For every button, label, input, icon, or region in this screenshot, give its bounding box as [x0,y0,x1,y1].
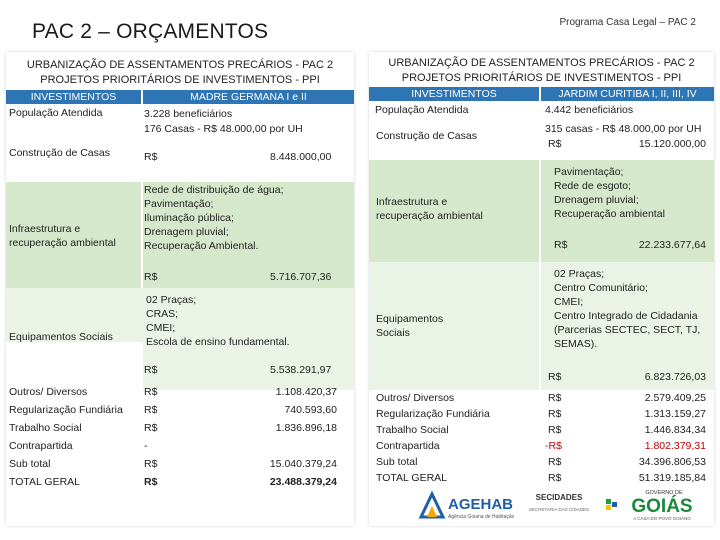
infra-item: Pavimentação; [554,166,624,178]
agehab-logo [418,489,514,521]
infra-item: Drenagem pluvial; [144,226,229,238]
summary-currency-contrapartida: - [144,440,148,452]
summary-label-outros: Outros/ Diversos [376,392,455,404]
col-header-invest: INVESTIMENTOS [411,88,497,100]
summary-value-regularizacao: 1.313.159,27 [644,408,706,420]
summary-currency-subtotal: R$ [144,458,158,470]
summary-currency-subtotal: R$ [548,456,562,468]
equip-item: SEMAS). [554,338,598,350]
goias-logo-governo: GOVERNO DE [645,490,683,496]
pop-label: População Atendida [375,104,469,116]
summary-currency-total: R$ [144,476,158,488]
summary-currency-outros: R$ [144,386,158,398]
infra-item: Recuperação Ambiental. [144,240,259,252]
col-header-invest: INVESTIMENTOS [30,91,117,103]
infra-item: Rede de distribuição de água; [144,184,284,196]
infra-label-1: Infraestrutura e [9,223,81,235]
summary-label-regularizacao: Regularização Fundiária [9,404,123,416]
program-name: Programa Casa Legal – PAC 2 [559,17,696,28]
houses-currency: R$ [548,138,562,150]
houses-desc: 176 Casas - R$ 48.000,00 por UH [144,123,303,135]
agehab-logo-subtitle: Agência Goiana de Habitação [448,514,514,520]
pop-value: 4.442 beneficiários [545,104,634,116]
summary-currency-regularizacao: R$ [144,404,158,416]
goias-logo-text: GOIÁS [631,496,693,517]
equip-label-2: Sociais [376,327,410,339]
summary-value-total: 23.488.379,24 [269,476,337,488]
secidades-logo-subtitle: SECRETARIA DAS CIDADES [529,507,589,512]
equip-items [554,267,700,351]
secidades-logo [524,491,594,519]
summary-currency-outros: R$ [548,392,562,404]
equip-item: CMEI; [146,322,176,334]
equip-item: Centro Integrado de Cidadania [554,310,698,322]
infra-value: 5.716.707,36 [270,271,332,283]
col-header-project: MADRE GERMANA I e II [190,91,307,103]
summary-currency-regularizacao: R$ [548,408,562,420]
equip-value: 5.538.291,97 [270,364,332,376]
summary-label-trabalho: Trabalho Social [9,422,82,434]
summary-value-total: 51.319.185,84 [638,472,706,484]
col-header-project: JARDIM CURITIBA I, II, III, IV [558,88,697,100]
secidades-logo-text: SECIDADES [535,493,583,502]
summary-label-subtotal: Sub total [9,458,51,470]
equip-item: Escola de ensino fundamental. [146,336,290,348]
summary-value-regularizacao: 740.593,60 [284,404,337,416]
infra-item: Recuperação ambiental [554,208,665,220]
summary-value-trabalho: 1.446.834,34 [644,424,706,436]
summary-value-trabalho: 1.836.896,18 [275,422,337,434]
infra-currency: R$ [144,271,158,283]
summary-value-outros: 1.108.420,37 [275,386,337,398]
summary-label-contrapartida: Contrapartida [376,440,440,452]
equip-currency: R$ [548,371,562,383]
page-title: PAC 2 – ORÇAMENTOS [32,20,269,43]
summary-label-total: TOTAL GERAL [376,472,447,484]
infra-item: Pavimentação; [144,198,214,210]
equip-item: 02 Praças; [146,294,197,306]
summary-label-regularizacao: Regularização Fundiária [376,408,490,420]
summary-label-subtotal: Sub total [376,456,418,468]
infra-label-2: recuperação ambiental [9,237,116,249]
equip-items [146,293,290,349]
infra-currency: R$ [554,239,568,251]
summary-label-outros: Outros/ Diversos [9,386,88,398]
budget-panel-jardim-curitiba [369,52,714,526]
houses-currency: R$ [144,151,158,163]
infra-items [554,165,665,221]
pop-value: 3.228 beneficiários [144,108,233,120]
infra-label-2: recuperação ambiental [376,210,483,222]
houses-label: Construção de Casas [9,147,110,159]
equip-item: CRAS; [146,308,179,320]
summary-value-subtotal: 34.396.806,53 [638,456,706,468]
equip-label-1: Equipamentos [376,313,444,325]
infra-items [144,183,284,253]
houses-value: 8.448.000,00 [270,151,332,163]
pop-label: População Atendida [9,107,103,119]
summary-value-subtotal: 15.040.379,24 [269,458,337,470]
summary-currency-trabalho: R$ [144,422,158,434]
infra-value: 22.233.677,64 [638,239,706,251]
panel-heading-2: PROJETOS PRIORITÁRIOS DE INVESTIMENTOS - PPI [401,72,682,84]
agehab-logo-text: AGEHAB [448,496,514,513]
equip-label: Equipamentos Sociais [9,331,113,343]
summary-label-trabalho: Trabalho Social [376,424,449,436]
panel-heading-1: URBANIZAÇÃO DE ASSENTAMENTOS PRECÁRIOS - PAC 2 [26,59,334,71]
summary-currency-total: R$ [548,472,562,484]
summary-label-total: TOTAL GERAL [9,476,80,488]
infra-label-1: Infraestrutura e [376,196,448,208]
panel-heading-1: URBANIZAÇÃO DE ASSENTAMENTOS PRECÁRIOS - PAC 2 [388,57,695,69]
summary-value-outros: 2.579.409,25 [644,392,706,404]
panel-heading-2: PROJETOS PRIORITÁRIOS DE INVESTIMENTOS - PPI [40,74,320,86]
summary-currency-trabalho: R$ [548,424,562,436]
summary-label-contrapartida: Contrapartida [9,440,73,452]
goias-government-logo [604,485,704,523]
goias-logo-subtitle: A CASA DO POVO GOIANO [633,516,691,521]
equip-currency: R$ [144,364,158,376]
equip-item: CMEI; [554,296,584,308]
equip-item: 02 Praças; [554,268,605,280]
houses-value: 15.120.000,00 [638,138,706,150]
houses-label: Construção de Casas [376,130,477,142]
equip-value: 6.823.726,03 [644,371,706,383]
summary-currency-contrapartida: -R$ [545,440,562,452]
infra-item: Drenagem pluvial; [554,194,639,206]
summary-value-contrapartida: 1.802.379,31 [644,440,706,452]
infra-item: Rede de esgoto; [554,180,632,192]
equip-item: (Parcerias SECTEC, SECT, TJ, [554,324,701,336]
budget-panel-madre-germana [6,52,354,526]
houses-desc: 315 casas - R$ 48.000,00 por UH [545,123,702,135]
equip-item: Centro Comunitário; [554,282,648,294]
infra-item: Iluminação pública; [144,212,234,224]
